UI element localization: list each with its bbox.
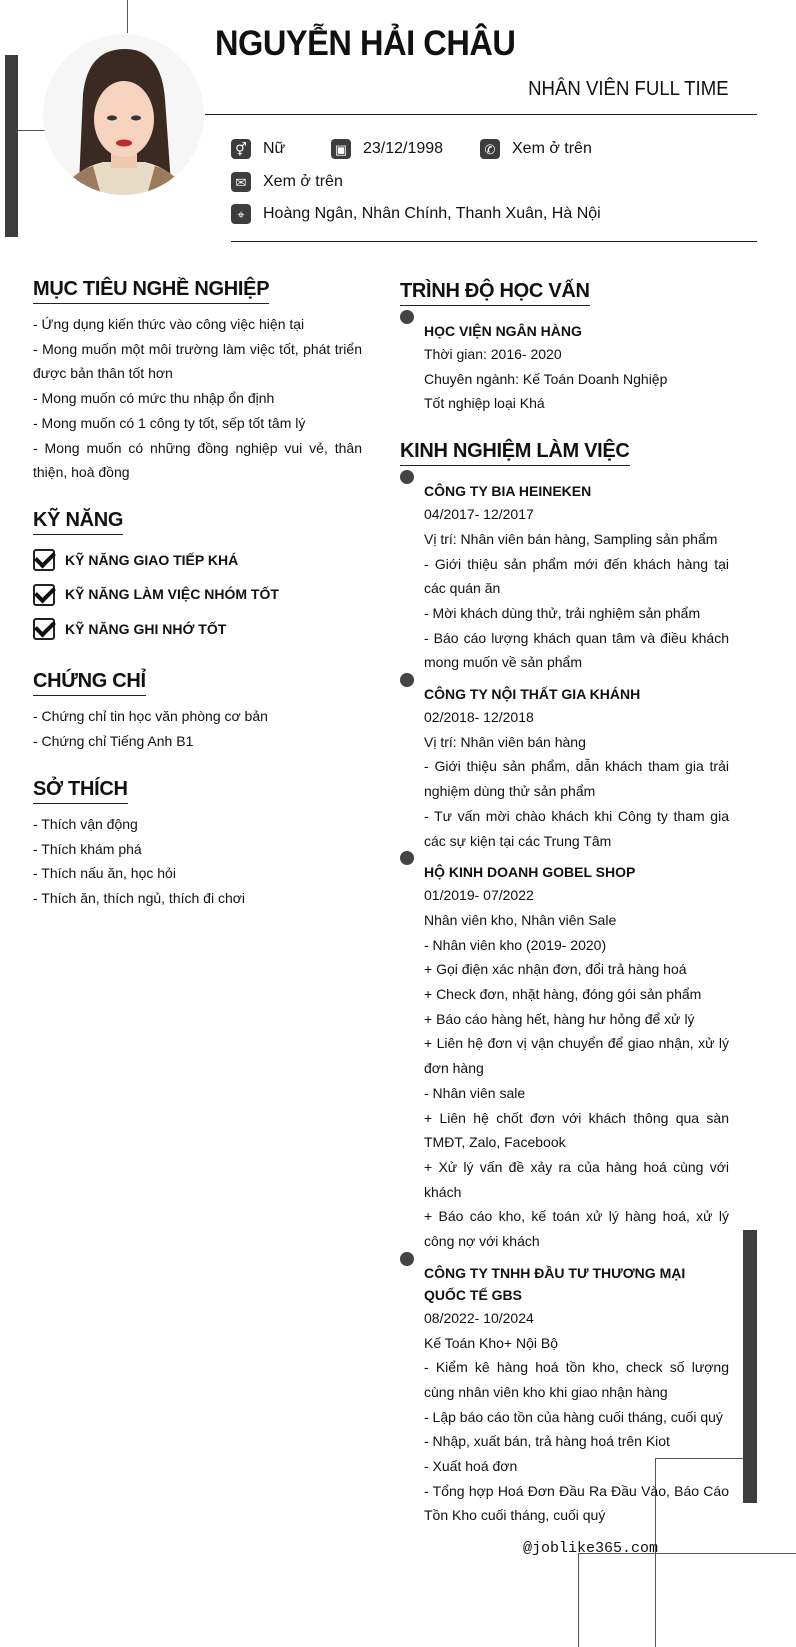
checkbox-checked-icon (33, 584, 55, 606)
education-entry (400, 314, 729, 416)
skill-item (33, 543, 362, 578)
experience-entry-line: Vị trí: Nhân viên bán hàng (424, 733, 586, 750)
checkbox-checked-icon (33, 618, 55, 640)
experience-section (400, 438, 729, 1528)
education-entry-line: Tốt nghiệp loại Khá (424, 395, 545, 412)
skills-heading: KỸ NĂNG (33, 507, 123, 535)
gender-icon: ⚥ (231, 139, 251, 159)
certificate-line: - Chứng chỉ Tiếng Anh B1 (33, 733, 194, 750)
divider (231, 241, 757, 242)
experience-entry (400, 474, 729, 675)
objective-line: - Mong muốn có 1 công ty tốt, sếp tốt tâm lý (33, 414, 306, 431)
dob-value: 23/12/1998 (363, 140, 444, 157)
info-dob (331, 139, 443, 159)
mail-icon: ✉ (231, 172, 251, 192)
phone-value: Xem ở trên (512, 140, 592, 157)
experience-entry-line: + Check đơn, nhặt hàng, đóng gói sản phẩm (424, 986, 702, 1003)
experience-entry-line: 01/2019- 07/2022 (424, 887, 534, 904)
candidate-name: NGUYỄN HẢI CHÂU (215, 24, 516, 63)
hobby-line: - Thích ăn, thích ngủ, thích đi chơi (33, 889, 246, 906)
experience-entry-line: - Lập báo cáo tồn của hàng cuối tháng, cuối quý (424, 1408, 723, 1425)
info-address (231, 204, 601, 224)
skill-label: KỸ NĂNG GIAO TIẾP KHÁ (65, 551, 239, 568)
education-entry-line: Chuyên ngành: Kế Toán Doanh Nghiệp (424, 370, 668, 387)
skill-item (33, 577, 362, 612)
objective-section (33, 276, 362, 485)
left-column (33, 276, 362, 933)
skills-section (33, 507, 362, 647)
experience-entry-line: 02/2018- 12/2018 (424, 709, 534, 726)
objective-line: - Mong muốn có mức thu nhập ổn định (33, 390, 275, 407)
certificates-heading: CHỨNG CHỈ (33, 668, 146, 696)
hobby-line: - Thích khám phá (33, 840, 142, 857)
info-gender (231, 139, 285, 159)
skill-label: KỸ NĂNG LÀM VIỆC NHÓM TỐT (65, 586, 279, 603)
education-entry-title: HỌC VIỆN NGÂN HÀNG (424, 323, 582, 339)
hobbies-heading: SỞ THÍCH (33, 776, 128, 804)
experience-entry-title: CÔNG TY NỘI THẤT GIA KHÁNH (424, 686, 641, 703)
decor-line (18, 130, 45, 131)
education-heading: TRÌNH ĐỘ HỌC VẤN (400, 278, 590, 306)
experience-entry (400, 855, 729, 1254)
experience-entry-line: - Tư vấn mời chào khách khi Công ty tham gia các sự kiện tại các Trung Tâm (424, 807, 729, 849)
phone-icon: ✆ (480, 139, 500, 159)
hobby-line: - Thích vận động (33, 815, 138, 832)
objective-heading: MỤC TIÊU NGHỀ NGHIỆP (33, 276, 269, 304)
address-value: Hoàng Ngân, Nhân Chính, Thanh Xuân, Hà Nội (263, 205, 601, 222)
education-section (400, 278, 729, 416)
decor-line (127, 0, 128, 33)
footer-watermark: @joblike365.com (523, 1540, 659, 1557)
experience-entry-line: + Gọi điện xác nhận đơn, đổi trả hàng hoá (424, 961, 687, 978)
experience-entry-line: Nhân viên kho, Nhân viên Sale (424, 911, 617, 928)
job-title: NHÂN VIÊN FULL TIME (528, 78, 729, 100)
experience-entry-line: Vị trí: Nhân viên bán hàng, Sampling sản phẩm (424, 530, 718, 547)
avatar (43, 34, 204, 195)
experience-entry-title: HỘ KINH DOANH GOBEL SHOP (424, 864, 636, 881)
experience-entry-line: - Báo cáo lượng khách quan tâm và điều khách mong muốn về sản phẩm (424, 629, 729, 671)
info-email (231, 172, 343, 192)
experience-entry-line: - Nhân viên kho (2019- 2020) (424, 936, 607, 953)
experience-entry-line: - Xuất hoá đơn (424, 1458, 518, 1475)
experience-entry-line: + Báo cáo hàng hết, hàng hư hỏng để xử lý (424, 1010, 695, 1027)
hobby-line: - Thích nấu ăn, học hỏi (33, 865, 176, 882)
decor-bar-right (743, 1230, 757, 1503)
email-value: Xem ở trên (263, 173, 343, 190)
certificate-line: - Chứng chỉ tin học văn phòng cơ bản (33, 708, 268, 725)
info-phone (480, 139, 592, 159)
right-column (400, 278, 729, 1550)
experience-entry-line: + Báo cáo kho, kế toán xử lý hàng hoá, xử lý công nợ với khách (424, 1208, 729, 1250)
experience-entry-line: + Xử lý vấn đề xảy ra của hàng hoá cùng với khách (424, 1158, 729, 1200)
experience-entry-line: - Giới thiệu sản phẩm mới đến khách hàng tại các quán ăn (424, 555, 729, 597)
skill-label: KỸ NĂNG GHI NHỚ TỐT (65, 620, 227, 637)
divider (205, 114, 757, 115)
hobbies-section (33, 776, 362, 911)
experience-entry-line: - Giới thiệu sản phẩm, dẫn khách tham gia trải nghiệm dùng thử sản phẩm (424, 758, 729, 800)
experience-entry-line: 04/2017- 12/2017 (424, 506, 534, 523)
experience-entry-title: CÔNG TY TNHH ĐẦU TƯ THƯƠNG MẠI QUỐC TẾ GBS (424, 1264, 686, 1303)
experience-entry-line: + Liên hệ chốt đơn với khách thông qua sàn TMĐT, Zalo, Facebook (424, 1109, 729, 1151)
experience-entry-line: + Liên hệ đơn vị vận chuyển để giao nhận, xử lý đơn hàng (424, 1035, 729, 1077)
experience-entry-line: Kế Toán Kho+ Nội Bộ (424, 1334, 559, 1351)
calendar-icon: ▣ (331, 139, 351, 159)
decor-line (578, 1553, 579, 1647)
location-icon: ⌖ (231, 204, 251, 224)
experience-entry (400, 1256, 729, 1528)
skill-item (33, 612, 362, 647)
objective-line: - Mong muốn có những đồng nghiệp vui vẻ, thân thiện, hoà đồng (33, 439, 362, 481)
experience-entry (400, 677, 729, 853)
experience-entry-line: - Mời khách dùng thử, trải nghiệm sản phẩm (424, 604, 701, 621)
checkbox-checked-icon (33, 549, 55, 571)
experience-heading: KINH NGHIỆM LÀM VIỆC (400, 438, 630, 466)
objective-line: - Ứng dụng kiến thức vào công việc hiện tại (33, 316, 305, 332)
decor-bar-left (5, 55, 18, 237)
objective-line: - Mong muốn một môi trường làm việc tốt, phát triển được bản thân tốt hơn (33, 340, 362, 382)
experience-entry-line: - Tổng hợp Hoá Đơn Đầu Ra Đầu Vào, Báo Cáo Tồn Kho cuối tháng, cuối quý (424, 1482, 729, 1524)
certificates-section (33, 668, 362, 753)
education-entry-line: Thời gian: 2016- 2020 (424, 346, 562, 362)
experience-entry-title: CÔNG TY BIA HEINEKEN (424, 483, 592, 500)
experience-entry-line: - Nhập, xuất bán, trả hàng hoá trên Kiot (424, 1433, 670, 1450)
experience-entry-line: - Nhân viên sale (424, 1084, 526, 1101)
gender-value: Nữ (263, 140, 286, 157)
experience-entry-line: - Kiểm kê hàng hoá tồn kho, check số lượng cùng nhân viên kho khi giao nhận hàng (424, 1359, 729, 1400)
experience-entry-line: 08/2022- 10/2024 (424, 1309, 534, 1326)
